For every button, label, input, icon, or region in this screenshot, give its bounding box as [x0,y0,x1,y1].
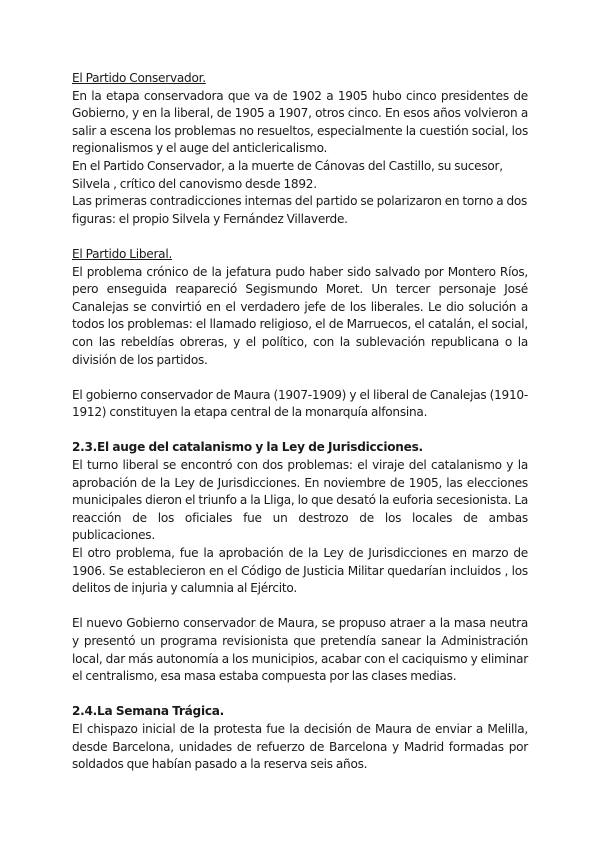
paragraph: El chispazo inicial de la protesta fue la decisión de Maura de enviar a Melilla, desde Barcelona, unidades de refuerzo de Barcelona y Madrid formadas por soldados que habían pasado a la reserva seis años. [72,721,528,772]
section-heading-semana-tragica: 2.4.La Semana Trágica. [72,704,225,719]
paragraph: El gobierno conservador de Maura (1907-1909) y el liberal de Canalejas (1910-1912) constituyen la etapa central de la monarquía alfonsina. [72,387,528,420]
paragraph: Las primeras contradicciones internas del partido se polarizaron en torno a dos figuras: el propio Silvela y Fernández Villaverde. [72,194,528,226]
paragraph: El nuevo Gobierno conservador de Maura, se propuso atraer a la masa neutra y presentó un programa revisionista que pretendía sanear la Administración local, dar más autonomía a los municipios, acabar con el caciquismo y eliminar el centralismo, esa masa estaba compuesta por las clases medias. [72,616,528,684]
spacer [72,422,528,440]
paragraph: En el Partido Conservador, a la muerte de Cánovas del Castillo, su sucesor, Silvela , crítico del canovismo desde 1892. [72,158,503,191]
section-heading-liberal: El Partido Liberal. [72,246,173,261]
document-page [72,70,528,774]
spacer [72,369,528,387]
paragraph: El turno liberal se encontró con dos problemas: el viraje del catalanismo y la aprobación de la Ley de Jurisdicciones. En noviembre de 1905, las elecciones municipales dieron el triunfo a la Lliga, lo que desató la euforia secesionista. La reacción de los oficiales fue un destrozo de los locales de ambas publicaciones. [72,458,528,543]
spacer [72,686,528,704]
spacer [72,228,528,246]
paragraph: En la etapa conservadora que va de 1902 a 1905 hubo cinco presidentes de Gobierno, y en la liberal, de 1905 a 1907, otros cinco. En esos años volvieron a salir a escena los problemas no resueltos, especialmente la cuestión social, los regionalismos y el auge del anticlericalismo. [72,88,528,156]
section-heading-catalanismo: 2.3.El auge del catalanismo y la Ley de Jurisdicciones. [72,440,423,455]
paragraph: El problema crónico de la jefatura pudo haber sido salvado por Montero Ríos, pero enseguida reapareció Segismundo Moret. Un tercer personaje José Canalejas se convirtió en el verdadero jefe de los liberales. Le dio solución a todos los problemas: el llamado religioso, el de Marruecos, el catalán, el social, con las rebeldías obreras, y el político, con la sublevación republicana o la división de los partidos. [72,264,528,367]
paragraph: El otro problema, fue la aprobación de la Ley de Jurisdicciones en marzo de 1906. Se establecieron en el Código de Justicia Militar quedarían incluidos , los delitos de injuria y calumnia al Ejército. [72,546,528,596]
spacer [72,598,528,616]
section-heading-conservador: El Partido Conservador. [72,71,206,85]
